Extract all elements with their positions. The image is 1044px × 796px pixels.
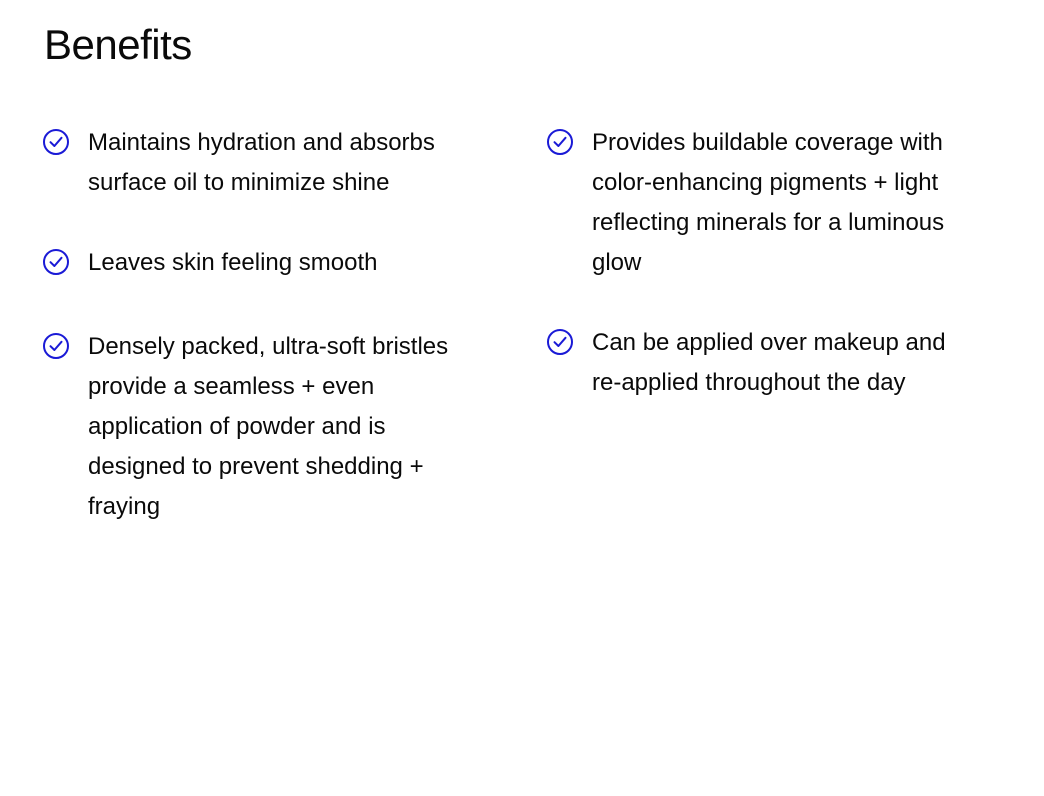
- list-item: [42, 123, 542, 203]
- page-title: Benefits: [44, 21, 192, 68]
- check-circle-icon: [546, 128, 574, 156]
- benefit-text: Provides buildable coverage with color-enhancing pigments + light reflecting minerals for a luminous glow: [592, 129, 945, 277]
- list-item: [546, 123, 1044, 283]
- list-item: [42, 243, 542, 283]
- list-item: [546, 323, 1044, 403]
- check-circle-icon: [42, 332, 70, 360]
- benefits-column-left: [42, 123, 542, 571]
- benefit-text: Densely packed, ultra-soft bristles provide a seamless + even application of powder and is designed to prevent shedding + fraying: [88, 333, 449, 521]
- benefit-text: Maintains hydration and absorbs surface oil to minimize shine: [88, 129, 435, 197]
- benefit-text: Leaves skin feeling smooth: [88, 249, 378, 277]
- check-circle-icon: [42, 248, 70, 276]
- benefit-text: Can be applied over makeup and re-applied throughout the day: [592, 329, 946, 397]
- check-circle-icon: [546, 328, 574, 356]
- benefits-column-right: [546, 123, 1044, 571]
- check-circle-icon: [42, 128, 70, 156]
- benefits-columns: [42, 123, 1004, 571]
- list-item: [42, 327, 542, 527]
